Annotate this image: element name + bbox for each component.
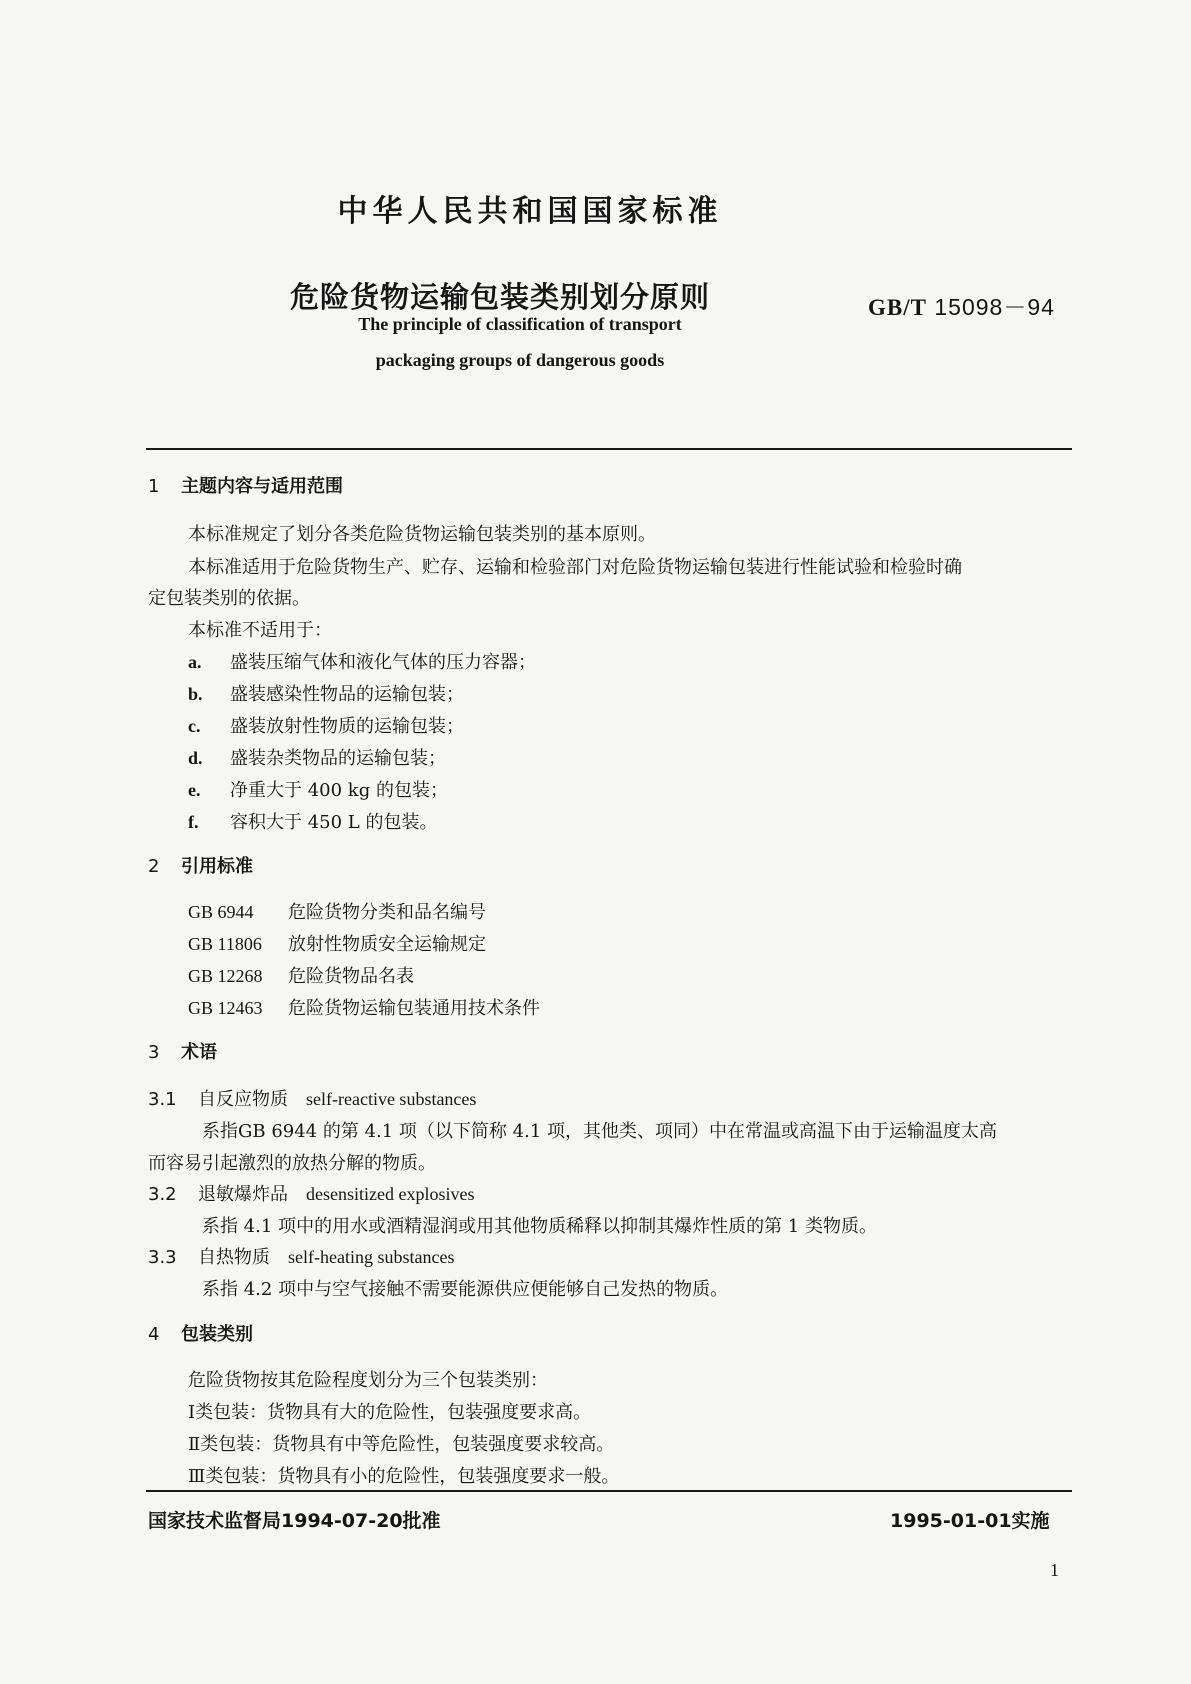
exclusion-item (188, 680, 464, 706)
exclusion-item (188, 648, 536, 674)
packaging-intro: 危险货物按其危险程度划分为三个包装类别： (188, 1370, 548, 1391)
section-1-para-2-line-1: 本标准适用于危险货物生产、贮存、运输和检验部门对危险货物运输包装进行性能试验和检验时确 (188, 557, 962, 578)
national-standard-heading: 中华人民共和国国家标准 (337, 194, 723, 229)
packaging-group: Ⅰ类包装：货物具有大的危险性，包装强度要求高。 (188, 1402, 592, 1423)
packaging-group: Ⅱ类包装：货物具有中等危险性，包装强度要求较高。 (188, 1434, 615, 1455)
section-3-heading (148, 1038, 217, 1064)
section-number: 3 (148, 1042, 160, 1063)
term-definition-line-1: 系指 4.2 项中与空气接触不需要能源供应便能够自己发热的物质。 (202, 1279, 729, 1300)
item-text: 盛装压缩气体和液化气体的压力容器； (230, 652, 536, 673)
reference-item (188, 898, 486, 924)
term-cn: 退敏爆炸品 (198, 1184, 288, 1205)
standard-prefix: GB/T (868, 295, 927, 320)
item-letter: f. (188, 812, 199, 832)
section-number: 2 (148, 856, 160, 877)
standard-code: 15098－94 (934, 294, 1055, 320)
approval-date: 国家技术监督局1994-07-20批准 (148, 1510, 441, 1532)
header-divider (146, 448, 1072, 450)
term-entry (148, 1243, 454, 1269)
term-definition-line-2: 而容易引起激烈的放热分解的物质。 (148, 1153, 436, 1174)
section-title: 术语 (181, 1042, 217, 1063)
item-letter: e. (188, 780, 201, 800)
reference-code: GB 11806 (188, 934, 262, 954)
reference-code: GB 12268 (188, 966, 263, 986)
reference-name: 危险货物运输包装通用技术条件 (288, 998, 540, 1019)
term-entry (148, 1085, 476, 1111)
item-text: 容积大于 450 L 的包装。 (230, 812, 438, 833)
section-1-para-3: 本标准不适用于： (188, 620, 332, 641)
section-4-heading (148, 1320, 253, 1346)
reference-code: GB 12463 (188, 998, 263, 1018)
item-text: 盛装放射性物质的运输包装； (230, 716, 464, 737)
reference-name: 危险货物品名表 (288, 966, 414, 987)
standard-title-en-line1: The principle of classification of transport (358, 314, 682, 334)
term-definition-line-1: 系指 4.1 项中的用水或酒精湿润或用其他物质稀释以抑制其爆炸性质的第 1 类物质。 (202, 1216, 877, 1237)
term-cn: 自热物质 (198, 1247, 270, 1268)
term-entry (148, 1180, 474, 1206)
page-number: 1 (1050, 1560, 1059, 1580)
item-text: 净重大于 400 kg 的包装； (230, 780, 448, 801)
section-number: 1 (148, 476, 160, 497)
term-number: 3.3 (148, 1247, 177, 1268)
reference-name: 危险货物分类和品名编号 (288, 902, 486, 923)
exclusion-item (188, 712, 464, 738)
term-cn: 自反应物质 (198, 1089, 288, 1110)
reference-item (188, 994, 540, 1020)
section-1-heading (148, 472, 343, 498)
term-number: 3.2 (148, 1184, 177, 1205)
section-1-para-2-line-2: 定包装类别的依据。 (148, 588, 310, 609)
footer-divider (146, 1490, 1072, 1492)
term-en: desensitized explosives (306, 1184, 475, 1204)
reference-item (188, 962, 414, 988)
item-text: 盛装杂类物品的运输包装； (230, 748, 446, 769)
section-title: 主题内容与适用范围 (181, 476, 343, 497)
term-en: self-heating substances (288, 1247, 455, 1267)
exclusion-item (188, 776, 448, 802)
item-letter: a. (188, 652, 202, 672)
effective-date: 1995-01-01实施 (890, 1510, 1050, 1532)
section-1-para-1: 本标准规定了划分各类危险货物运输包装类别的基本原则。 (188, 524, 656, 545)
standard-title-en-line2: packaging groups of dangerous goods (375, 350, 665, 370)
reference-code: GB 6944 (188, 902, 254, 922)
reference-item (188, 930, 486, 956)
item-letter: c. (188, 716, 201, 736)
item-letter: d. (188, 748, 203, 768)
packaging-group: Ⅲ类包装：货物具有小的危险性，包装强度要求一般。 (188, 1466, 620, 1487)
item-text: 盛装感染性物品的运输包装； (230, 684, 464, 705)
section-number: 4 (148, 1324, 160, 1345)
exclusion-item (188, 744, 446, 770)
term-en: self-reactive substances (306, 1089, 477, 1109)
reference-name: 放射性物质安全运输规定 (288, 934, 486, 955)
section-2-heading (148, 852, 253, 878)
term-definition-line-1: 系指GB 6944 的第 4.1 项（以下简称 4.1 项，其他类、项同）中在常温或高温下由于运输温度太高 (202, 1121, 997, 1142)
item-letter: b. (188, 684, 203, 704)
standard-title-cn: 危险货物运输包装类别划分原则 (290, 280, 711, 314)
section-title: 引用标准 (181, 856, 253, 877)
term-number: 3.1 (148, 1089, 177, 1110)
section-title: 包装类别 (181, 1324, 253, 1345)
exclusion-item (188, 808, 437, 834)
